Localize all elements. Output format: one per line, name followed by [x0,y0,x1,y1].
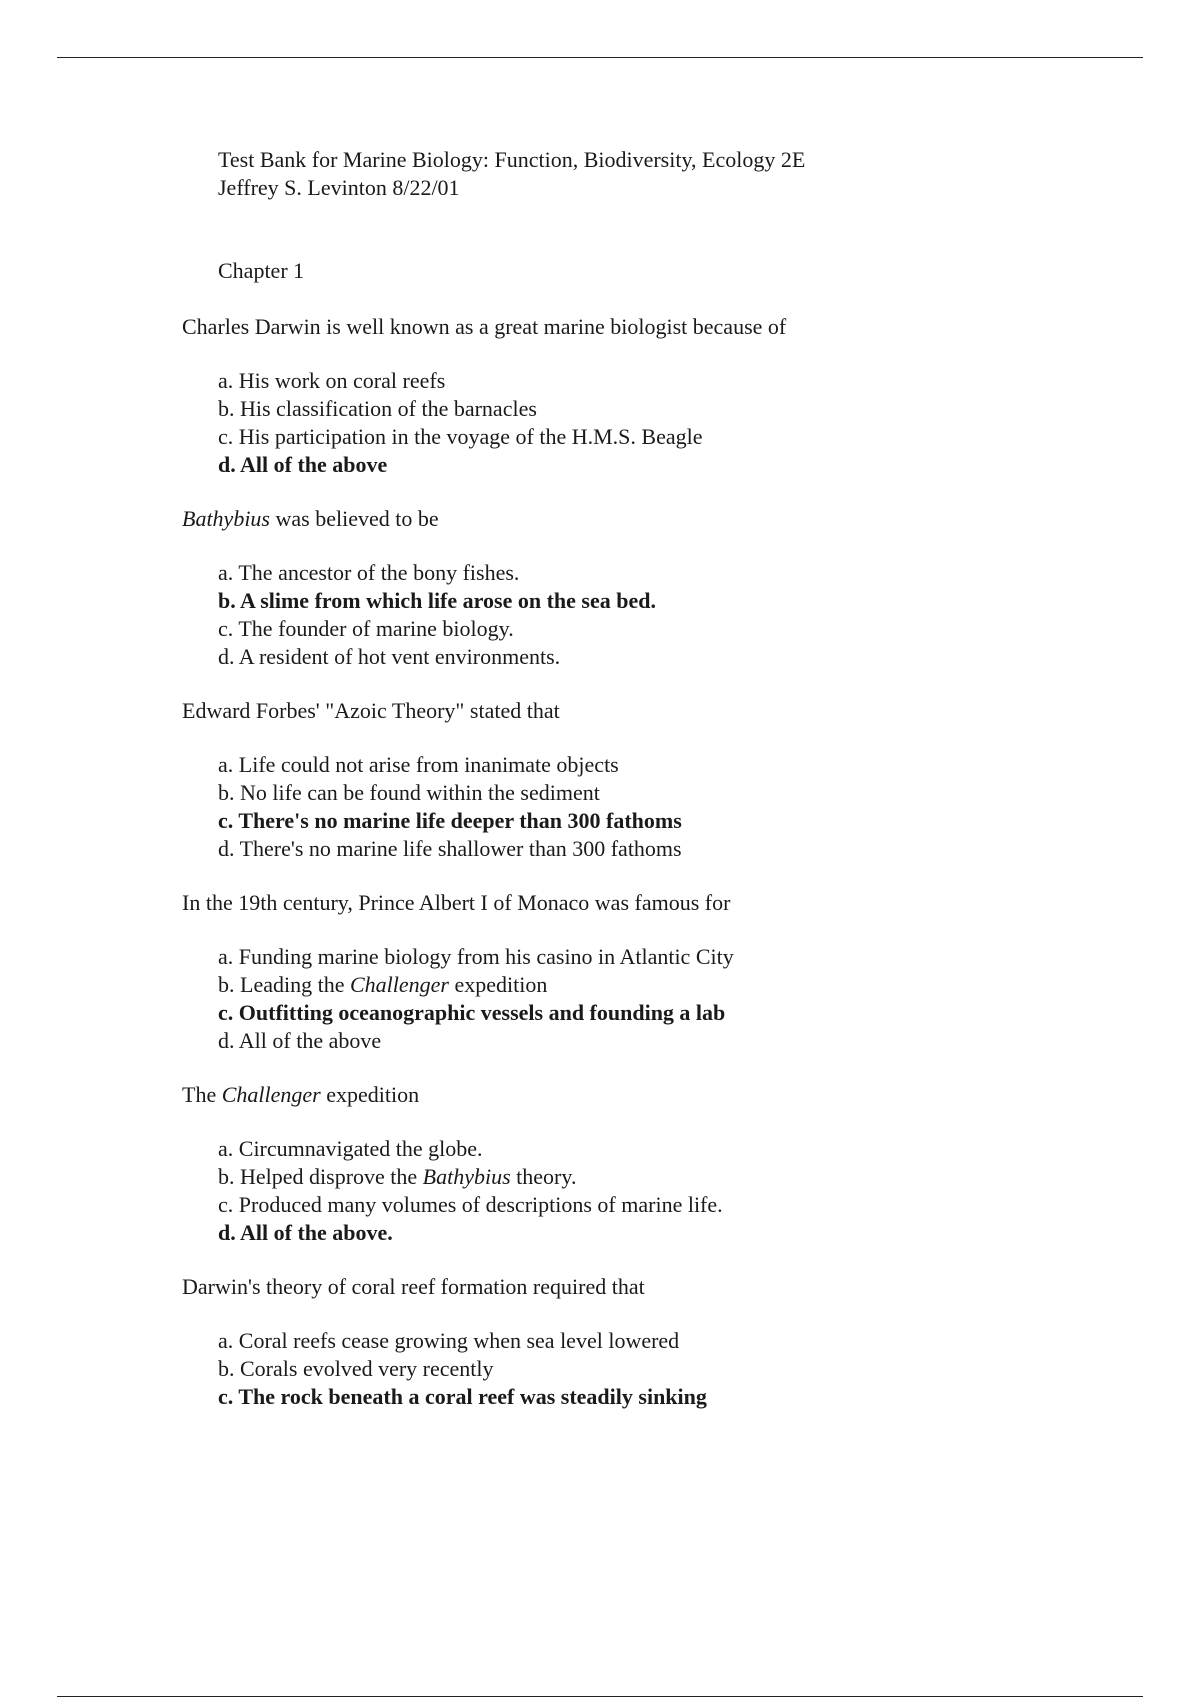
document-header [218,146,805,202]
answer-option-a: a. Life could not arise from inanimate objects [218,752,619,777]
question-6 [182,1273,1142,1411]
question-stem: Darwin's theory of coral reef formation required that [182,1274,645,1299]
option-text: theory. [510,1164,577,1189]
option-text: b. Helped disprove the [218,1164,423,1189]
stem-italic-term: Bathybius [182,506,270,531]
correct-answer-option-c: c. The rock beneath a coral reef was steadily sinking [218,1384,707,1409]
correct-answer-option-d: d. All of the above [218,452,388,477]
answer-option-b: b. No life can be found within the sediment [218,780,600,805]
option-text: b. Leading the [218,972,350,997]
stem-text: The [182,1082,222,1107]
question-list [182,313,1142,1437]
answer-option-a: a. Funding marine biology from his casino in Atlantic City [218,944,734,969]
option-text: expedition [448,972,548,997]
document-title: Test Bank for Marine Biology: Function, Biodiversity, Ecology 2E [218,147,806,172]
question-5 [182,1081,1142,1247]
question-stem: Charles Darwin is well known as a great marine biologist because of [182,314,787,339]
stem-italic-term: Challenger [221,1082,321,1107]
answer-option-c: c. His participation in the voyage of the H.M.S. Beagle [218,424,703,449]
correct-answer-option-b: b. A slime from which life arose on the sea bed. [218,588,656,613]
question-3 [182,697,1142,863]
correct-answer-option-d: d. All of the above. [218,1220,393,1245]
correct-answer-option-c: c. There's no marine life deeper than 300 fathoms [218,808,682,833]
answer-option-b [218,971,1142,999]
answer-option-a: a. Circumnavigated the globe. [218,1136,483,1161]
answer-option-d: d. There's no marine life shallower than 300 fathoms [218,836,682,861]
question-stem: Edward Forbes' "Azoic Theory" stated that [182,698,560,723]
answer-option-a: a. Coral reefs cease growing when sea level lowered [218,1328,680,1353]
question-4 [182,889,1142,1055]
answer-option-a: a. His work on coral reefs [218,368,446,393]
answer-option-c: c. The founder of marine biology. [218,616,514,641]
question-1 [182,313,1142,479]
answer-option-d: d. All of the above [218,1028,382,1053]
question-stem [182,505,1142,533]
correct-answer-option-c: c. Outfitting oceanographic vessels and founding a lab [218,1000,726,1025]
answer-option-d: d. A resident of hot vent environments. [218,644,561,669]
answer-options [182,559,1142,671]
answer-options [182,1135,1142,1247]
author-line: Jeffrey S. Levinton 8/22/01 [218,175,460,200]
question-2 [182,505,1142,671]
answer-options [182,943,1142,1055]
answer-options [182,1327,1142,1411]
answer-options [182,751,1142,863]
answer-option-c: c. Produced many volumes of descriptions of marine life. [218,1192,723,1217]
stem-text: expedition [320,1082,420,1107]
stem-text: was believed to be [270,506,439,531]
answer-option-b: b. Corals evolved very recently [218,1356,494,1381]
question-stem [182,1081,1142,1109]
chapter-heading: Chapter 1 [218,258,305,283]
bottom-rule [57,1696,1143,1697]
question-stem: In the 19th century, Prince Albert I of Monaco was famous for [182,890,731,915]
option-italic-term: Challenger [349,972,449,997]
top-rule [57,57,1143,58]
answer-options [182,367,1142,479]
answer-option-a: a. The ancestor of the bony fishes. [218,560,520,585]
answer-option-b: b. His classification of the barnacles [218,396,537,421]
option-italic-term: Bathybius [422,1164,511,1189]
answer-option-b [218,1163,1142,1191]
